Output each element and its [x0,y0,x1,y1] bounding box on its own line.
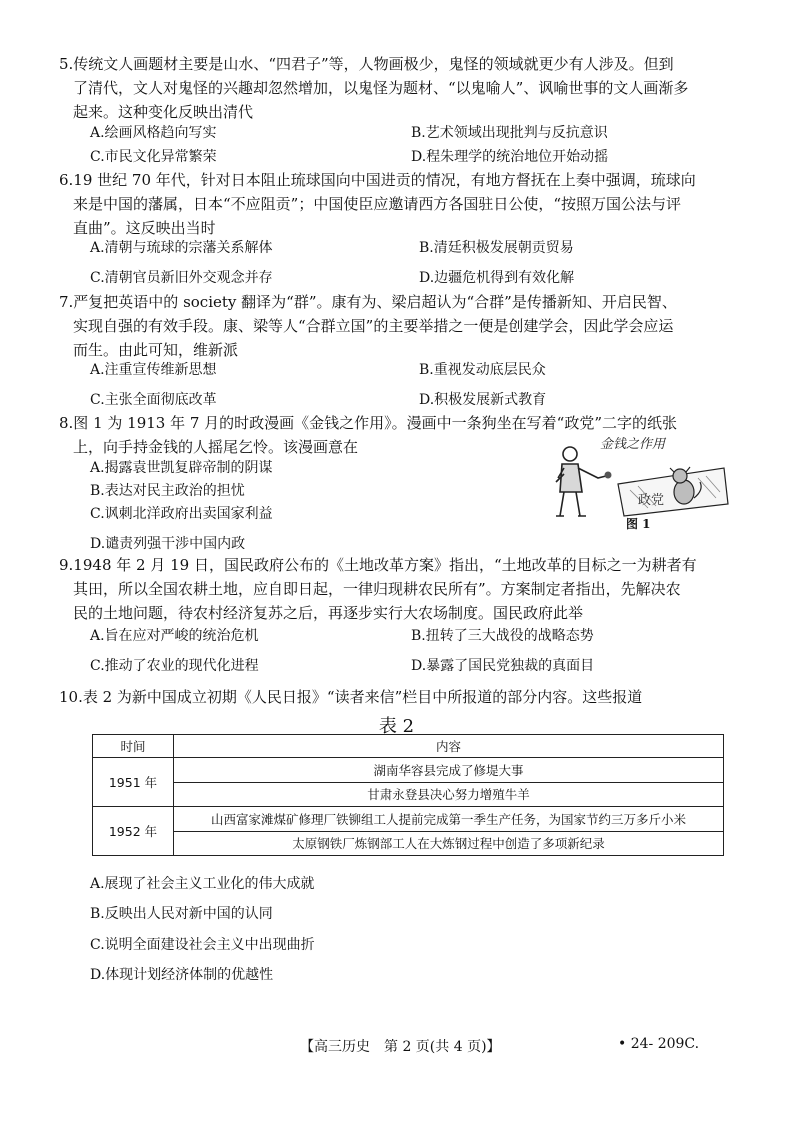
table-header-content: 内容 [174,735,724,758]
question-7-stem-line-2: 实现自强的有效手段。康、梁等人“合群立国”的主要举措之一便是创建学会，因此学会应运 [73,317,674,335]
table-cell-year: 1952 年 [93,807,174,856]
question-5-option-a[interactable]: A.绘画风格趋向写实 [90,125,217,141]
question-8-option-d[interactable]: D.谴责列强干涉中国内政 [90,536,246,552]
table-cell-year: 1951 年 [93,758,174,807]
cartoon-caption: 金钱之作用 [600,437,666,452]
question-10 [59,685,744,709]
table-row [93,782,724,807]
cartoon-figure [548,434,730,520]
table-row [93,807,724,832]
question-9-option-a[interactable]: A.旨在应对严峻的统治危机 [90,628,259,644]
question-10-option-c[interactable]: C.说明全面建设社会主义中出现曲折 [90,937,315,953]
question-7 [59,290,744,362]
question-7-option-d[interactable]: D.积极发展新式教育 [419,392,547,408]
question-7-stem-line-1: 7.严复把英语中的 society 翻译为“群”。康有为、梁启超认为“合群”是传播新知、开启民智、 [59,293,677,311]
table-cell-content: 山西富家滩煤矿修理厂铁铆组工人提前完成第一季生产任务，为国家节约三万多斤小米 [174,807,724,832]
question-9-stem-line-1: 9.1948 年 2 月 19 日，国民政府公布的《土地改革方案》指出，“土地改革的目标之一为耕者有 [59,556,697,574]
footer-page-info: 【高三历史 第 2 页(共 4 页)】 [300,1039,501,1055]
question-9 [59,553,744,625]
table-row [93,831,724,856]
question-6-option-c[interactable]: C.清朝官员新旧外交观念并存 [90,270,273,286]
table-cell-content: 太原钢铁厂炼钢部工人在大炼钢过程中创造了多项新纪录 [174,831,724,856]
table-cell-content: 湖南华容县完成了修堤大事 [174,758,724,783]
question-5-option-c[interactable]: C.市民文化异常繁荣 [90,149,217,165]
question-7-option-c[interactable]: C.主张全面彻底改革 [90,392,217,408]
question-6-stem-line-2: 来是中国的藩属，日本“不应阻贡”；中国使臣应邀请西方各国驻日公使，“按照万国公法与评 [73,195,682,213]
question-9-option-c[interactable]: C.推动了农业的现代化进程 [90,658,259,674]
question-5-stem-line-1: 5.传统文人画题材主要是山水、“四君子”等，人物画极少，鬼怪的领域就更少有人涉及。但到 [59,55,674,73]
table-title: 表 2 [378,716,415,737]
question-8-option-a[interactable]: A.揭露袁世凯复辟帝制的阴谋 [90,460,273,476]
question-6 [59,168,744,240]
table-row [93,758,724,783]
question-8-option-c[interactable]: C.讽刺北洋政府出卖国家利益 [90,506,273,522]
question-9-stem-line-3: 民的土地问题，待农村经济复苏之后，再逐步实行大农场制度。国民政府此举 [73,604,584,622]
question-8-stem-line-1: 8.图 1 为 1913 年 7 月的时政漫画《金钱之作用》。漫画中一条狗坐在写着“政党”二字的纸张 [59,414,678,432]
question-9-option-b[interactable]: B.扭转了三大战役的战略态势 [411,628,594,644]
question-9-stem-line-2: 其田，所以全国农耕土地，应自即日起，一律归现耕农民所有”。方案制定者指出，先解决农 [73,580,681,598]
question-10-option-b[interactable]: B.反映出人民对新中国的认同 [90,906,273,922]
man-figure-icon [556,447,606,516]
question-10-option-d[interactable]: D.体现计划经济体制的优越性 [90,967,274,983]
question-5-stem-line-3: 起来。这种变化反映出清代 [73,103,254,121]
question-10-option-a[interactable]: A.展现了社会主义工业化的伟大成就 [90,876,315,892]
question-7-stem-line-3: 而生。由此可知，维新派 [73,341,239,359]
paper-party-text: 政党 [638,493,665,508]
question-8-stem-line-2: 上，向手持金钱的人摇尾乞怜。该漫画意在 [73,438,359,456]
question-7-option-a[interactable]: A.注重宣传维新思想 [90,362,217,378]
question-6-option-d[interactable]: D.边疆危机得到有效化解 [419,270,575,286]
question-6-option-b[interactable]: B.清廷积极发展朝贡贸易 [419,240,574,256]
question-10-stem: 10.表 2 为新中国成立初期《人民日报》“读者来信”栏目中所报道的部分内容。这些报道 [59,688,643,706]
table-header-row [93,735,724,758]
figure-label: 图 1 [626,517,651,531]
question-6-option-a[interactable]: A.清朝与琉球的宗藩关系解体 [90,240,273,256]
question-5 [59,52,744,124]
question-6-stem-line-3: 直曲”。这反映出当时 [73,219,216,237]
table-2 [92,734,724,856]
table-cell-content: 甘肃永登县决心努力增殖牛羊 [174,782,724,807]
footer-code: • 24- 209C. [618,1036,700,1052]
question-9-option-d[interactable]: D.暴露了国民党独裁的真面目 [411,658,595,674]
question-6-stem-line-1: 6.19 世纪 70 年代，针对日本阻止琉球国向中国进贡的情况，有地方督抚在上奏中强调，琉球向 [59,171,696,189]
coin-icon [605,472,612,479]
question-5-stem-line-2: 了清代，文人对鬼怪的兴趣却忽然增加，以鬼怪为题材、“以鬼喻人”、讽喻世事的文人画渐多 [73,79,689,97]
question-5-option-d[interactable]: D.程朱理学的统治地位开始动摇 [411,149,609,165]
table-header-time: 时间 [93,735,174,758]
question-5-option-b[interactable]: B.艺术领域出现批判与反抗意识 [411,125,608,141]
question-7-option-b[interactable]: B.重视发动底层民众 [419,362,546,378]
question-8-option-b[interactable]: B.表达对民主政治的担忧 [90,483,245,499]
